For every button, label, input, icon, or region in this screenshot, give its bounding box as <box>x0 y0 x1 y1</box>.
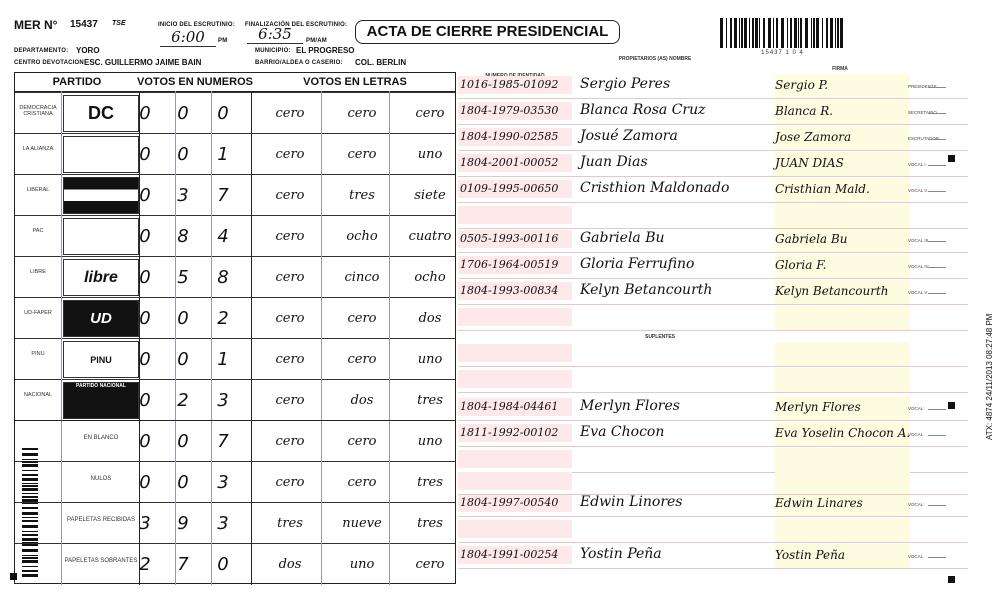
member-name: Gloria Ferrufino <box>580 256 695 272</box>
member-signature: Gloria F. <box>775 258 827 272</box>
vote-word: cinco <box>344 270 380 285</box>
vote-word: tres <box>417 393 443 408</box>
barcode-bar <box>22 531 38 532</box>
vote-digit: 7 <box>217 185 229 206</box>
registration-mark <box>948 576 955 583</box>
vote-digit: 5 <box>177 267 189 288</box>
departamento-label: DEPARTAMENTO: <box>14 48 69 54</box>
vote-digit: 8 <box>177 226 189 247</box>
vote-word: tres <box>417 475 443 490</box>
vote-word: siete <box>414 188 446 203</box>
row-line <box>458 330 968 331</box>
barcode-bar <box>755 18 758 48</box>
barcode-top <box>720 18 845 48</box>
barcode-bar <box>768 18 771 48</box>
barcode-bar <box>22 453 38 456</box>
member-id: 1016-1985-01092 <box>460 78 559 91</box>
vote-word: cero <box>275 229 305 244</box>
member-name: Merlyn Flores <box>580 398 680 414</box>
id-field-bg <box>458 472 572 490</box>
municipio-value: EL PROGRESO <box>296 46 355 55</box>
firma-field-bg <box>775 448 910 472</box>
vote-digit: 3 <box>217 472 229 493</box>
member-id: 1811-1992-00102 <box>460 426 559 439</box>
column-divider <box>139 91 140 585</box>
col-name-header: PROPIETARIOS (AS) NOMBRE <box>618 56 692 62</box>
vote-digit: 1 <box>217 349 229 370</box>
row-line <box>458 420 968 421</box>
barcode-bar <box>22 459 38 460</box>
row-line <box>458 202 968 203</box>
vote-digit: 0 <box>217 554 229 575</box>
vote-digit: 0 <box>139 103 151 124</box>
column-divider <box>251 91 252 585</box>
party-logo: DC <box>63 95 139 132</box>
vote-word: tres <box>417 516 443 531</box>
vote-word: dos <box>418 311 442 326</box>
vote-word: cero <box>347 147 377 162</box>
row-line <box>458 494 968 495</box>
barrio-value: COL. BERLIN <box>355 58 407 67</box>
summary-divider <box>15 420 455 421</box>
firma-field-bg <box>775 204 910 228</box>
member-role: SECRETARIO <box>908 110 937 115</box>
barcode-bar <box>22 496 38 498</box>
centro-label: CENTRO DEVOTACION: <box>14 60 87 66</box>
row-line <box>458 252 968 253</box>
barcode-bar <box>741 18 743 48</box>
barcode-bar <box>22 534 38 536</box>
summary-label: NULOS <box>90 476 112 482</box>
barcode-bar <box>22 574 38 577</box>
barcode-bar <box>22 503 38 504</box>
vote-digit: 0 <box>217 103 229 124</box>
finalizacion-label: FINALIZACIÓN DEL ESCRUTINIO: <box>245 22 348 28</box>
vote-word: cero <box>275 352 305 367</box>
vote-digit: 0 <box>139 349 151 370</box>
barcode-bar <box>798 18 799 48</box>
member-role: VOCAL <box>908 432 924 437</box>
barcode-bar <box>22 448 38 450</box>
vote-word: cero <box>275 434 305 449</box>
barcode-bar <box>22 499 38 502</box>
summary-label: EN BLANCO <box>83 435 119 441</box>
party-logo: UD <box>63 300 139 337</box>
row-line <box>458 392 968 393</box>
member-id: 1804-1991-00254 <box>460 548 559 561</box>
member-signature: Yostin Peña <box>775 548 845 562</box>
barcode-bar <box>22 566 38 567</box>
member-id: 1804-1979-03530 <box>460 104 559 117</box>
firma-field-bg <box>775 518 910 542</box>
member-name: Eva Chocon <box>580 424 665 440</box>
member-id: 1804-1993-00834 <box>460 284 559 297</box>
barcode-bar <box>813 18 815 48</box>
vote-word: cero <box>275 188 305 203</box>
id-field-bg <box>458 450 572 468</box>
vote-word: cero <box>275 106 305 121</box>
inicio-label: INICIO DEL ESCRUTINIO: <box>158 22 235 28</box>
barcode-left <box>22 448 56 578</box>
col-partido: PARTIDO <box>52 76 102 88</box>
suplentes-label: SUPLENTES <box>644 334 675 340</box>
barcode-bar <box>22 485 38 487</box>
member-id: 0109-1995-00650 <box>460 182 559 195</box>
barcode-bar <box>726 18 727 48</box>
barcode-bar <box>759 18 760 48</box>
mer-number: 15437 <box>70 19 98 30</box>
party-logo: PARTIDO NACIONAL <box>63 382 139 419</box>
member-id: 1804-1984-04461 <box>460 400 559 413</box>
barcode-bar <box>22 512 38 515</box>
barcode-number: 15437 1 0 4 <box>761 50 804 56</box>
barcode-bar <box>22 461 38 463</box>
vote-digit: 2 <box>217 308 229 329</box>
row-line <box>458 304 968 305</box>
barcode-bar <box>805 18 808 48</box>
member-role: VOCAL IV <box>908 264 929 269</box>
row-line <box>458 228 968 229</box>
vote-digit: 0 <box>177 103 189 124</box>
col-numeros: VOTOS EN NUMEROS <box>137 76 253 88</box>
member-id: 1804-1997-00540 <box>460 496 559 509</box>
barcode-bar <box>781 18 784 48</box>
party-name: PAC <box>32 228 44 234</box>
member-signature: Blanca R. <box>775 104 834 118</box>
barcode-bar <box>22 525 38 528</box>
finalizacion-unit: PM/AM <box>306 38 327 44</box>
member-id: 1804-2001-00052 <box>460 156 559 169</box>
id-field-bg <box>458 344 572 362</box>
vote-digit: 4 <box>217 226 229 247</box>
member-role: VOCAL I <box>908 162 926 167</box>
vote-digit: 0 <box>177 431 189 452</box>
vote-digit: 0 <box>139 144 151 165</box>
vote-digit: 8 <box>217 267 229 288</box>
vote-digit: 0 <box>177 349 189 370</box>
row-line <box>458 278 968 279</box>
member-role: VOCAL V <box>908 290 928 295</box>
vote-word: uno <box>417 352 443 367</box>
barcode-bar <box>22 544 38 546</box>
barcode-bar <box>22 570 38 572</box>
party-name: NACIONAL <box>23 392 53 398</box>
vote-word: uno <box>417 147 443 162</box>
barcode-bar <box>776 18 778 48</box>
member-id: 1706-1964-00519 <box>460 258 559 271</box>
barcode-bar <box>773 18 774 48</box>
member-name: Yostin Peña <box>580 546 662 562</box>
member-role: VOCAL <box>908 406 924 411</box>
finalizacion-time: 6:35 <box>247 25 303 44</box>
vote-digit: 0 <box>177 472 189 493</box>
member-role: VOCAL II <box>908 188 927 193</box>
barcode-bar <box>22 542 38 543</box>
barcode-bar <box>720 18 723 48</box>
barcode-bar <box>22 560 38 563</box>
member-signature: JUAN DIAS <box>775 156 844 170</box>
barrio-label: BARRIO/ALDEA O CASERIO: <box>255 60 343 66</box>
registration-mark <box>10 573 17 580</box>
row-line <box>458 98 968 99</box>
id-field-bg <box>458 520 572 538</box>
vote-word: cero <box>275 311 305 326</box>
member-id: 0505-1993-00116 <box>460 232 559 245</box>
barcode-bar <box>840 18 843 48</box>
member-name: Kelyn Betancourth <box>580 282 713 298</box>
municipio-label: MUNICIPIO: <box>255 48 291 54</box>
vote-digit: 7 <box>217 431 229 452</box>
vote-digit: 3 <box>139 513 151 534</box>
barcode-bar <box>787 18 788 48</box>
firma-field-bg <box>775 368 910 392</box>
inicio-unit: PM <box>218 38 228 44</box>
member-signature: Jose Zamora <box>775 130 852 144</box>
barcode-bar <box>835 18 836 48</box>
vote-word: dos <box>278 557 302 572</box>
vote-word: nueve <box>342 516 382 531</box>
party-name: LIBERAL <box>26 187 50 193</box>
party-name: PINU <box>31 351 45 357</box>
member-signature: Sergio P. <box>775 78 829 92</box>
vote-word: cero <box>275 147 305 162</box>
departamento-value: YORO <box>76 46 100 55</box>
party-logo: PINU <box>63 341 139 378</box>
column-divider <box>321 91 322 585</box>
member-signature: Eva Yoselin Chocon A. <box>775 426 911 440</box>
barcode-bar <box>22 478 38 481</box>
barcode-bar <box>830 18 833 48</box>
column-divider <box>211 91 212 585</box>
id-field-bg <box>458 308 572 326</box>
vote-word: ocho <box>346 229 378 244</box>
id-field-bg <box>458 370 572 388</box>
tse-logo: TSE <box>112 20 126 27</box>
id-field-bg <box>458 206 572 224</box>
member-name: Edwin Linores <box>580 494 683 510</box>
party-name: LA ALIANZA <box>22 146 54 152</box>
member-role: VOCAL <box>908 502 924 507</box>
barcode-bar <box>739 18 740 48</box>
barcode-bar <box>22 557 38 559</box>
barcode-bar <box>22 517 38 518</box>
vote-digit: 7 <box>177 554 189 575</box>
barcode-bar <box>22 549 38 552</box>
vote-digit: 0 <box>139 185 151 206</box>
party-name: UD-FAPER <box>24 310 52 316</box>
vote-word: cero <box>347 311 377 326</box>
registration-mark <box>948 155 955 162</box>
member-signature: Gabriela Bu <box>775 232 848 246</box>
member-name: Josué Zamora <box>580 128 678 144</box>
vote-word: tres <box>349 188 375 203</box>
vote-word: cero <box>347 106 377 121</box>
column-divider <box>389 91 390 585</box>
vote-word: cero <box>275 475 305 490</box>
vote-digit: 0 <box>177 308 189 329</box>
member-id: 1804-1990-02585 <box>460 130 559 143</box>
barcode-bar <box>752 18 754 48</box>
barcode-bar <box>22 555 38 556</box>
barcode-bar <box>22 474 38 476</box>
party-name: DEMOCRACIA CRISTIANA <box>19 105 57 117</box>
acta-title: ACTA DE CIERRE PRESIDENCIAL <box>355 20 620 44</box>
column-divider <box>175 91 176 585</box>
party-name: LIBRE <box>30 269 46 275</box>
vote-digit: 2 <box>139 554 151 575</box>
summary-label: PAPELETAS RECIBIDAS <box>66 517 136 523</box>
barcode-bar <box>22 538 38 541</box>
member-signature: Cristhian Mald. <box>775 182 870 196</box>
row-line <box>458 366 968 367</box>
barcode-bar <box>22 464 38 467</box>
vote-digit: 3 <box>217 390 229 411</box>
barcode-bar <box>22 483 38 484</box>
vote-word: dos <box>350 393 374 408</box>
barcode-bar <box>837 18 839 48</box>
vote-digit: 0 <box>139 226 151 247</box>
barcode-bar <box>749 18 750 48</box>
row-line <box>458 516 968 517</box>
member-role: VOCAL <box>908 554 924 559</box>
vote-word: cero <box>415 557 445 572</box>
member-signature: Edwin Linares <box>775 496 863 510</box>
vote-word: uno <box>417 434 443 449</box>
row-line <box>458 124 968 125</box>
vote-digit: 9 <box>177 513 189 534</box>
barcode-bar <box>22 488 38 491</box>
barcode-bar <box>763 18 765 48</box>
votes-table <box>14 72 456 584</box>
vote-digit: 0 <box>177 144 189 165</box>
barcode-bar <box>822 18 823 48</box>
vote-word: cero <box>275 270 305 285</box>
party-logo: libre <box>63 259 139 296</box>
vote-digit: 0 <box>139 267 151 288</box>
barcode-bar <box>734 18 737 48</box>
vote-digit: 1 <box>217 144 229 165</box>
vote-word: cuatro <box>408 229 452 244</box>
member-signature: Kelyn Betancourth <box>775 284 889 298</box>
registration-mark <box>948 402 955 409</box>
row-line <box>458 176 968 177</box>
member-signature: Merlyn Flores <box>775 400 861 414</box>
firma-field-bg <box>775 342 910 366</box>
barcode-bar <box>811 18 812 48</box>
vote-word: cero <box>347 475 377 490</box>
member-name: Gabriela Bu <box>580 230 665 246</box>
member-role: ESCRUTADOR <box>908 136 940 141</box>
barcode-bar <box>22 520 38 522</box>
firma-field-bg <box>775 306 910 330</box>
timestamp-stamp: ATX: 4874 24/11/2013 08:27:48 PM <box>985 313 994 440</box>
vote-digit: 3 <box>217 513 229 534</box>
barcode-bar <box>826 18 828 48</box>
vote-word: ocho <box>414 270 446 285</box>
vote-word: cero <box>415 106 445 121</box>
member-role: PRESIDENTE <box>908 84 937 89</box>
barcode-bar <box>800 18 802 48</box>
row-line <box>458 150 968 151</box>
vote-word: cero <box>347 352 377 367</box>
row-line <box>458 446 968 447</box>
member-name: Cristhion Maldonado <box>580 180 730 196</box>
barcode-bar <box>794 18 797 48</box>
centro-value: ESC. GUILLERMO JAIME BAIN <box>84 58 202 67</box>
inicio-time: 6:00 <box>160 28 216 47</box>
barcode-bar <box>22 507 38 509</box>
barcode-bar <box>744 18 747 48</box>
row-line <box>458 568 968 569</box>
vote-digit: 0 <box>139 308 151 329</box>
vote-word: tres <box>277 516 303 531</box>
member-name: Blanca Rosa Cruz <box>580 102 706 118</box>
vote-digit: 0 <box>139 431 151 452</box>
vote-digit: 2 <box>177 390 189 411</box>
col-firma-header: FIRMA <box>832 66 848 72</box>
firma-field-bg <box>775 470 910 494</box>
vote-digit: 0 <box>139 390 151 411</box>
barcode-bar <box>22 470 38 471</box>
row-line <box>458 542 968 543</box>
col-letras: VOTOS EN LETRAS <box>303 76 407 88</box>
vote-word: cero <box>275 393 305 408</box>
member-name: Sergio Peres <box>580 76 671 92</box>
column-divider <box>61 91 62 585</box>
barcode-bar <box>730 18 732 48</box>
barcode-bar <box>816 18 819 48</box>
vote-digit: 3 <box>177 185 189 206</box>
summary-label: PAPELETAS SOBRANTES <box>64 558 138 564</box>
member-name: Juan Dias <box>580 154 648 170</box>
member-role: VOCAL III <box>908 238 929 243</box>
vote-digit: 0 <box>139 472 151 493</box>
vote-word: uno <box>349 557 375 572</box>
mer-label: MER N° <box>14 18 58 32</box>
barcode-bar <box>790 18 792 48</box>
vote-word: cero <box>347 434 377 449</box>
barcode-bar <box>22 493 38 494</box>
